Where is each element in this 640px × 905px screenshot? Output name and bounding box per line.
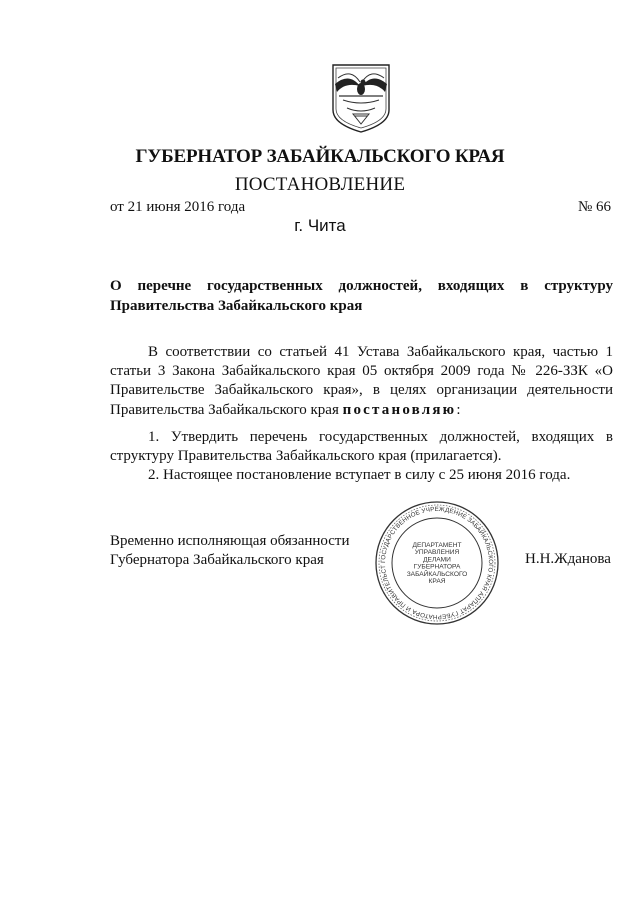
position-line: Временно исполняющая обязанности	[110, 533, 350, 549]
preamble-text: В соответствии со статьей 41 Устава Забайкальского края, частью 1 статьи 3 Закона Забайкальского края 05 октября 2009 года № 226-ЗЗК «О Правительстве Забайкальского края», в целях организации деятельности Правительства Забайкальского края	[110, 344, 613, 418]
document-city: г. Чита	[294, 216, 346, 235]
coat-of-arms-emblem	[329, 62, 393, 134]
official-seal	[374, 500, 500, 626]
seal-center-line: ДЕЛАМИ	[423, 556, 451, 564]
position-line: Губернатора Забайкальского края	[110, 552, 324, 568]
seal-center-line: ГУБЕРНАТОРА	[413, 563, 461, 571]
seal-center-line: УПРАВЛЕНИЯ	[414, 549, 460, 557]
eagle-icon	[329, 62, 393, 134]
seal-ring-text: ГОСУДАРСТВЕННОЕ УЧРЕЖДЕНИЕ ЗАБАЙКАЛЬСКОГО КРАЯ АППАРАТ ГУБЕРНАТОРА И ПРАВИТЕЛЬСТ	[379, 505, 495, 621]
signatory-position	[110, 532, 350, 570]
decree-item: 1. Утвердить перечень государственных должностей, входящих в структуру Правительства Забайкальского края (прилагается).	[110, 429, 613, 464]
seal-center-line: ЗАБАЙКАЛЬСКОГО	[406, 570, 468, 578]
preamble-tail: :	[456, 401, 461, 418]
document-date: от 21 июня 2016 года	[110, 199, 246, 215]
decree-item: 2. Настоящее постановление вступает в силу с 25 июня 2016 года.	[148, 467, 571, 483]
document-subject: О перечне государственных должностей, входящих в структуру Правительства Забайкальского края	[110, 278, 613, 314]
seal-center-line: ДЕПАРТАМЕНТ	[412, 542, 462, 549]
document-type: ПОСТАНОВЛЕНИЕ	[234, 174, 406, 195]
signatory-name: Н.Н.Жданова	[525, 551, 611, 567]
document-number: № 66	[577, 199, 611, 215]
seal-center-line: КРАЯ	[428, 578, 446, 585]
org-title: ГУБЕРНАТОР ЗАБАЙКАЛЬСКОГО КРАЯ	[135, 146, 505, 167]
preamble-paragraph	[110, 343, 613, 420]
decree-items	[110, 428, 613, 485]
seal-icon	[374, 500, 500, 626]
decree-word: постановляю	[342, 401, 457, 418]
